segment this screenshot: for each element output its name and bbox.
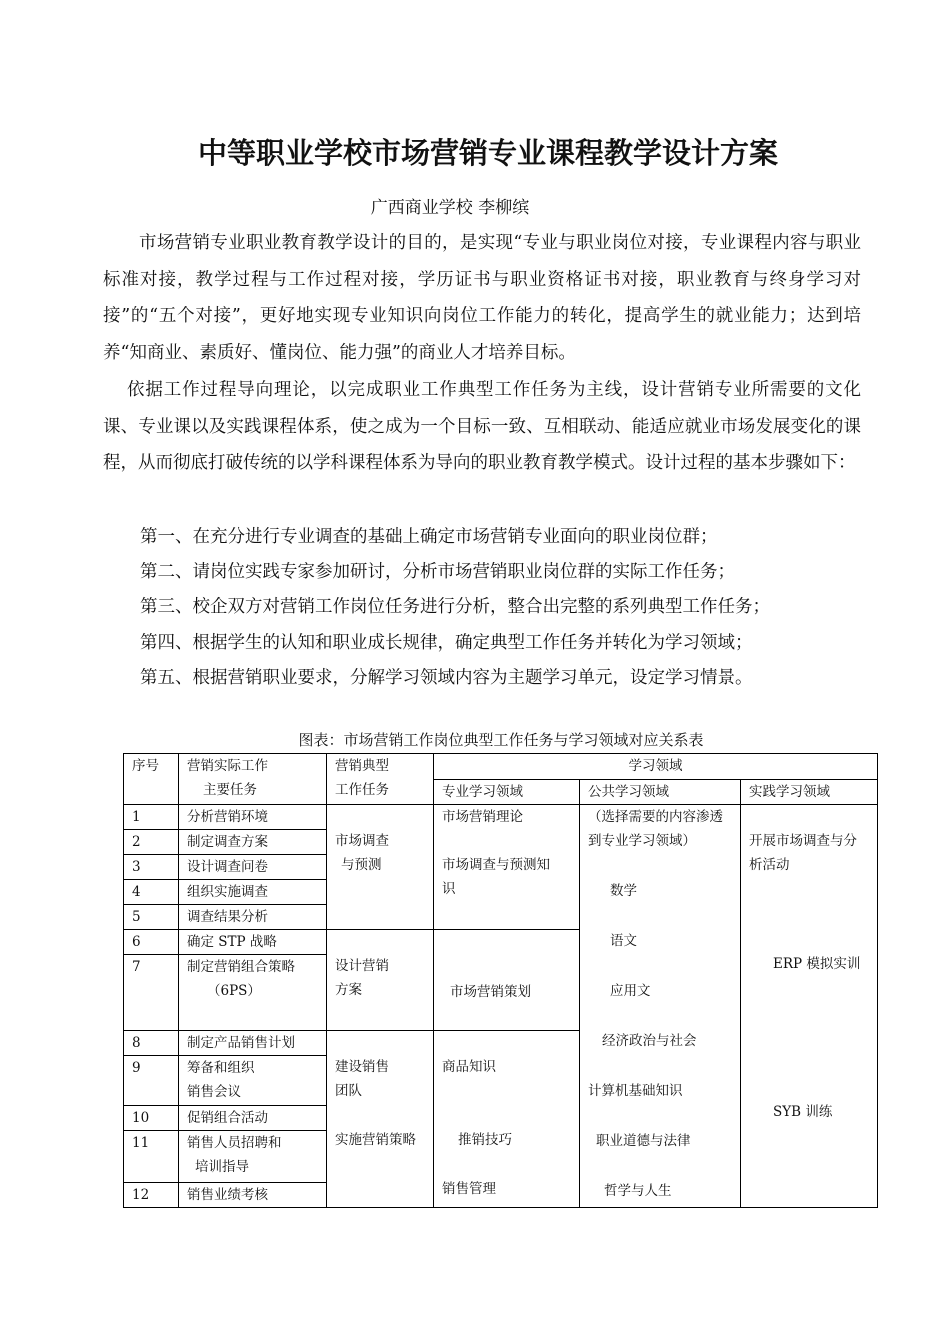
public-note-line1: （选择需要的内容渗透 [588, 809, 723, 825]
typical-group-3 [327, 1031, 434, 1208]
practice-erp: ERP 模拟实训 [773, 956, 861, 972]
method-paragraph: 依据工作过程导向理论，以完成职业工作典型工作任务为主线，设计营销专业所需要的文化课、专业课以及实践课程体系，使之成为一个目标一致、互相联动、能适应就业市场发展变化的课程，从而彻底打破传统的以学科课程体系为导向的职业教育教学模式。设计过程的基本步骤如下： [103, 380, 861, 473]
typical-group-2 [327, 930, 434, 1031]
pro-group-1-line1: 市场营销理论 [442, 809, 523, 825]
task-name [179, 955, 327, 1031]
typical-group-2-line2: 方案 [335, 982, 362, 998]
public-subject: 哲学与人生 [604, 1183, 672, 1199]
practice-domain-cell [741, 805, 878, 1208]
header-pub-domain: 公共学习领域 [580, 780, 741, 805]
pro-group-1-line3: 识 [442, 881, 456, 897]
table-caption: 图表：市场营销工作岗位典型工作任务与学习领域对应关系表 [298, 731, 704, 749]
step-2: 第二、请岗位实践专家参加研讨，分析市场营销职业岗位群的实际工作任务； [140, 562, 735, 582]
task-name: 确定 STP 战略 [179, 930, 327, 955]
task-name: 设计调查问卷 [179, 855, 327, 880]
typical-group-1 [327, 805, 434, 930]
task-name [179, 1131, 327, 1183]
practice-line1: 开展市场调查与分 [749, 833, 857, 849]
pro-group-2-line: 市场营销策划 [450, 984, 531, 1000]
task-name-line2: 销售会议 [187, 1084, 241, 1100]
task-seq: 1 [124, 805, 179, 830]
task-name: 分析营销环境 [179, 805, 327, 830]
task-seq: 3 [124, 855, 179, 880]
task-seq: 6 [124, 930, 179, 955]
header-typical-line1: 营销典型 [335, 758, 389, 774]
table-row [124, 805, 878, 830]
pro-group-3-line1: 商品知识 [442, 1059, 496, 1075]
task-name: 制定产品销售计划 [179, 1031, 327, 1056]
header-domain: 学习领域 [434, 754, 878, 780]
task-name: 促销组合活动 [179, 1106, 327, 1131]
author-line: 广西商业学校 李柳缤 [370, 198, 530, 218]
task-seq: 7 [124, 955, 179, 1031]
header-typical [327, 754, 434, 805]
pro-group-3-line3: 销售管理 [442, 1181, 496, 1197]
step-3: 第三、校企双方对营销工作岗位任务进行分析，整合出完整的系列典型工作任务； [140, 597, 770, 617]
typical-group-2-line1: 设计营销 [335, 958, 389, 974]
public-subject: 职业道德与法律 [596, 1133, 691, 1149]
typical-group-1-line2: 与预测 [341, 857, 382, 873]
task-name-line2: 培训指导 [195, 1159, 249, 1175]
task-seq: 2 [124, 830, 179, 855]
task-seq: 4 [124, 880, 179, 905]
header-work [179, 754, 327, 805]
task-seq: 12 [124, 1183, 179, 1208]
typical-group-1-line1: 市场调查 [335, 833, 389, 849]
header-work-line2: 主要任务 [203, 782, 257, 798]
header-work-line1: 营销实际工作 [187, 758, 268, 774]
intro-paragraph: 市场营销专业职业教育教学设计的目的，是实现“专业与职业岗位对接，专业课程内容与职业标准对接，教学过程与工作过程对接，学历证书与职业资格证书对接，职业教育与终身学习对接”的“五个对接”，更好地实现专业知识向岗位工作能力的转化，提高学生的就业能力；达到培养“知商业、素质好、懂岗位、能力强”的商业人才培养目标。 [103, 233, 861, 363]
relationship-table [123, 753, 878, 1208]
task-name-line1: 筹备和组织 [187, 1060, 255, 1076]
step-4: 第四、根据学生的认知和职业成长规律，确定典型工作任务并转化为学习领域； [140, 633, 753, 653]
task-name: 销售业绩考核 [179, 1183, 327, 1208]
public-domain-cell [580, 805, 741, 1208]
task-seq: 5 [124, 905, 179, 930]
header-typical-line2: 工作任务 [335, 782, 389, 798]
pro-group-1 [434, 805, 580, 930]
header-seq: 序号 [124, 754, 179, 805]
pro-group-3 [434, 1031, 580, 1208]
public-subject: 应用文 [610, 983, 651, 999]
task-name: 组织实施调查 [179, 880, 327, 905]
public-note-line2: 到专业学习领域） [588, 833, 696, 849]
practice-line2: 析活动 [749, 857, 790, 873]
public-subject: 计算机基础知识 [588, 1083, 683, 1099]
task-seq: 8 [124, 1031, 179, 1056]
public-subject: 语文 [610, 933, 637, 949]
task-seq: 10 [124, 1106, 179, 1131]
step-5: 第五、根据营销职业要求，分解学习领域内容为主题学习单元，设定学习情景。 [140, 668, 753, 688]
pro-group-3-line2: 推销技巧 [458, 1132, 512, 1148]
task-seq: 9 [124, 1056, 179, 1106]
task-name-line1: 销售人员招聘和 [187, 1135, 282, 1151]
table-header-row [124, 754, 878, 780]
task-name [179, 1056, 327, 1106]
typical-group-3-line3: 实施营销策略 [335, 1132, 416, 1148]
step-1: 第一、在充分进行专业调查的基础上确定市场营销专业面向的职业岗位群； [140, 527, 718, 547]
pro-group-2 [434, 930, 580, 1031]
practice-syb: SYB 训练 [773, 1104, 833, 1120]
task-name-line1: 制定营销组合策略 [187, 959, 295, 975]
typical-group-3-line2: 团队 [335, 1083, 362, 1099]
public-subject: 经济政治与社会 [602, 1033, 697, 1049]
typical-group-3-line1: 建设销售 [335, 1059, 389, 1075]
pro-group-1-line2: 市场调查与预测知 [442, 857, 550, 873]
document-title: 中等职业学校市场营销专业课程教学设计方案 [197, 136, 778, 170]
header-prac-domain: 实践学习领域 [741, 780, 878, 805]
task-name-line2: （6PS） [207, 983, 261, 999]
header-pro-domain: 专业学习领域 [434, 780, 580, 805]
task-name: 制定调查方案 [179, 830, 327, 855]
public-subject: 数学 [610, 883, 637, 899]
task-seq: 11 [124, 1131, 179, 1183]
task-name: 调查结果分析 [179, 905, 327, 930]
